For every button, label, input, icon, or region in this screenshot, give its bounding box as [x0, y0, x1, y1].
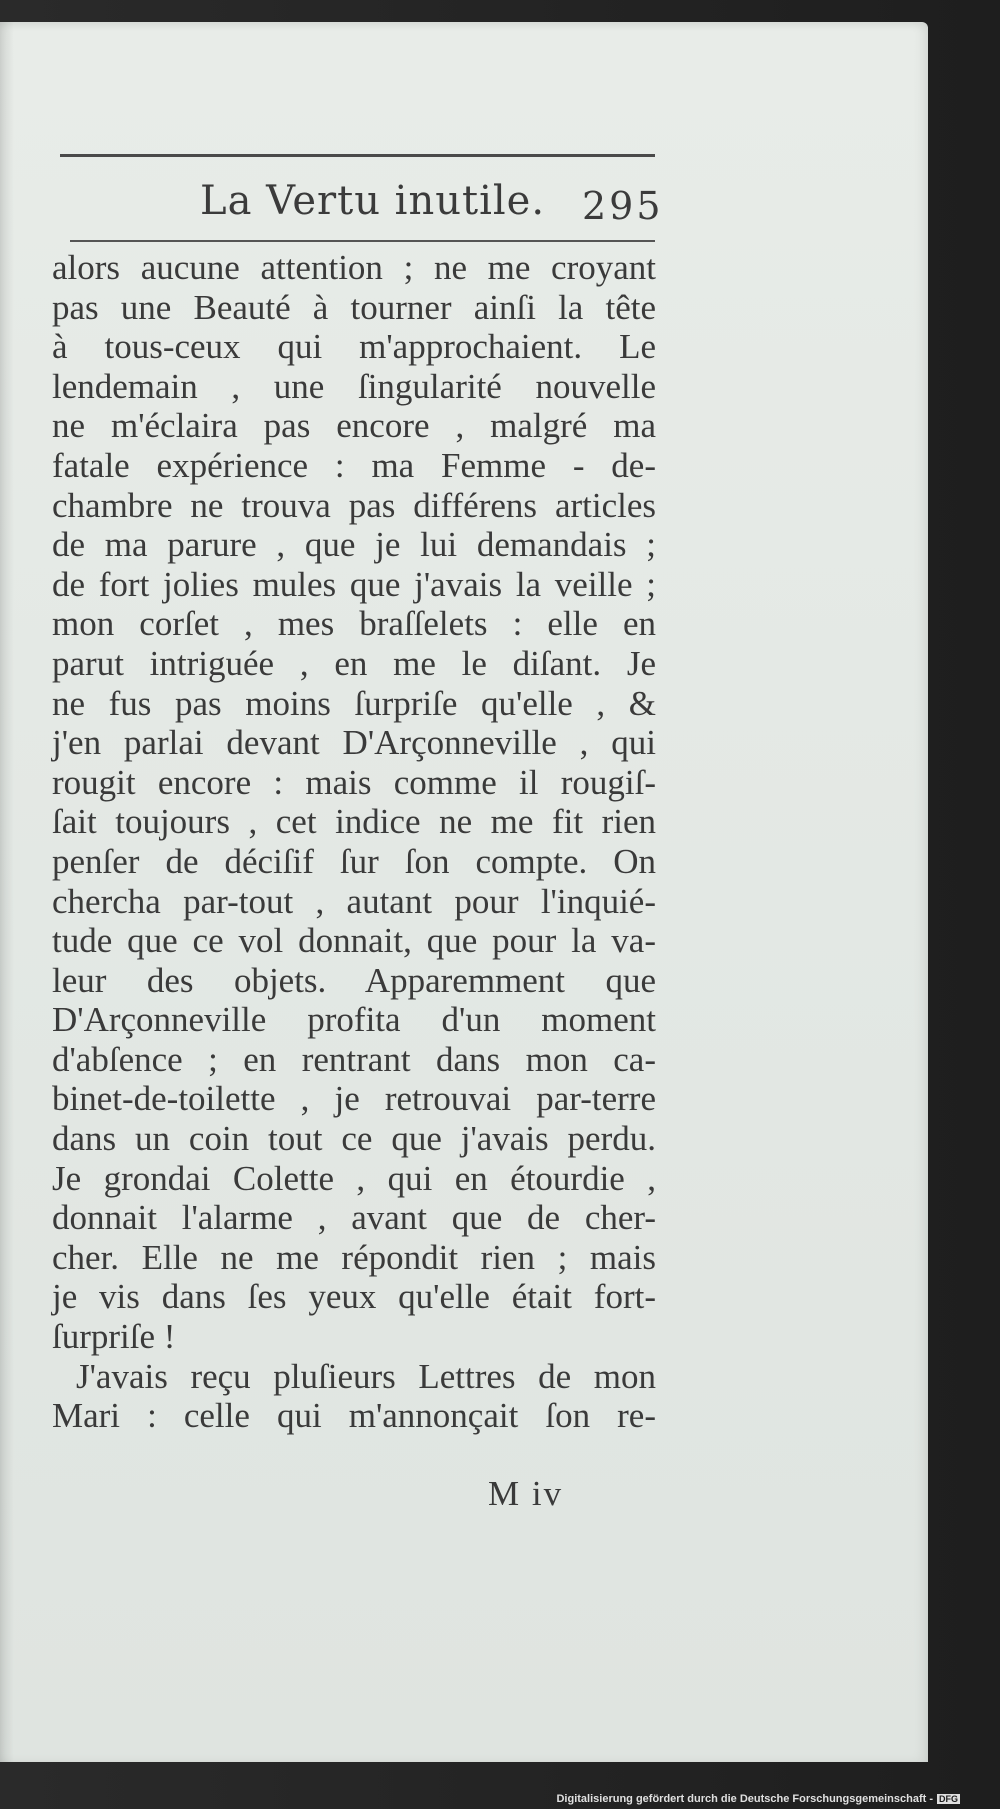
text-line: donnait l'alarme , avant que de cher- — [52, 1198, 656, 1238]
text-line: ne m'éclaira pas encore , malgré ma — [52, 406, 656, 446]
text-line: d'abſence ; en rentrant dans mon ca- — [52, 1039, 656, 1079]
text-line: lendemain , une ſingularité nouvelle — [52, 366, 656, 406]
text-line: de fort jolies mules que j'avais la veille ; — [52, 564, 656, 604]
text-line: parut intriguée , en me le diſant. Je — [52, 643, 656, 683]
credit-text: Digitalisierung gefördert durch die Deutsche Forschungsgemeinschaft - — [556, 1793, 933, 1805]
running-title: La Vertu inutile. — [200, 178, 546, 224]
dfg-logo: DFG — [939, 1794, 958, 1805]
text-line: j'en parlai devant D'Arçonneville , qui — [52, 723, 656, 763]
text-line: ne fus pas moins ſurpriſe qu'elle , & — [52, 683, 656, 723]
text-line: pas une Beauté à tourner ainſi la tête — [52, 287, 656, 327]
digitization-credit — [556, 1793, 960, 1805]
text-line: cher. Elle ne me répondit rien ; mais — [52, 1237, 656, 1277]
signature-mark: M iv — [488, 1474, 564, 1513]
text-line: mon corſet , mes braſſelets : elle en — [52, 604, 656, 644]
text-line: binet-de-toilette , je retrouvai par-terre — [52, 1079, 656, 1119]
text-line: ſurpriſe ! — [52, 1317, 176, 1357]
text-line: tude que ce vol donnait, que pour la va- — [52, 921, 656, 961]
text-line: chambre ne trouva pas différens articles — [52, 485, 656, 525]
text-line: J'avais reçu pluſieurs Lettres de mon — [76, 1356, 656, 1396]
text-line: dans un coin tout ce que j'avais perdu. — [52, 1119, 656, 1159]
text-line: Je grondai Colette , qui en étourdie , — [52, 1158, 656, 1198]
body-text — [52, 248, 656, 1436]
text-line: ſait toujours , cet indice ne me fit rien — [52, 802, 656, 842]
text-line: leur des objets. Apparemment que — [52, 960, 656, 1000]
text-line: D'Arçonneville profita d'un moment — [52, 1000, 656, 1040]
header-rule-bottom — [70, 240, 655, 242]
text-line: à tous-ceux qui m'approchaient. Le — [52, 327, 656, 367]
page-number: 295 — [582, 184, 664, 228]
text-line: penſer de déciſif ſur ſon compte. On — [52, 841, 656, 881]
header-rule-top — [60, 154, 655, 157]
text-line: de ma parure , que je lui demandais ; — [52, 525, 656, 565]
text-line: je vis dans ſes yeux qu'elle était fort- — [52, 1277, 656, 1317]
text-line: alors aucune attention ; ne me croyant — [52, 248, 656, 287]
book-page — [0, 22, 928, 1762]
text-line: fatale expérience : ma Femme - de- — [52, 445, 656, 485]
text-line: chercha par-tout , autant pour l'inquié- — [52, 881, 656, 921]
text-line: rougit encore : mais comme il rougiſ- — [52, 762, 656, 802]
text-line: Mari : celle qui m'annonçait ſon re- — [52, 1396, 656, 1436]
